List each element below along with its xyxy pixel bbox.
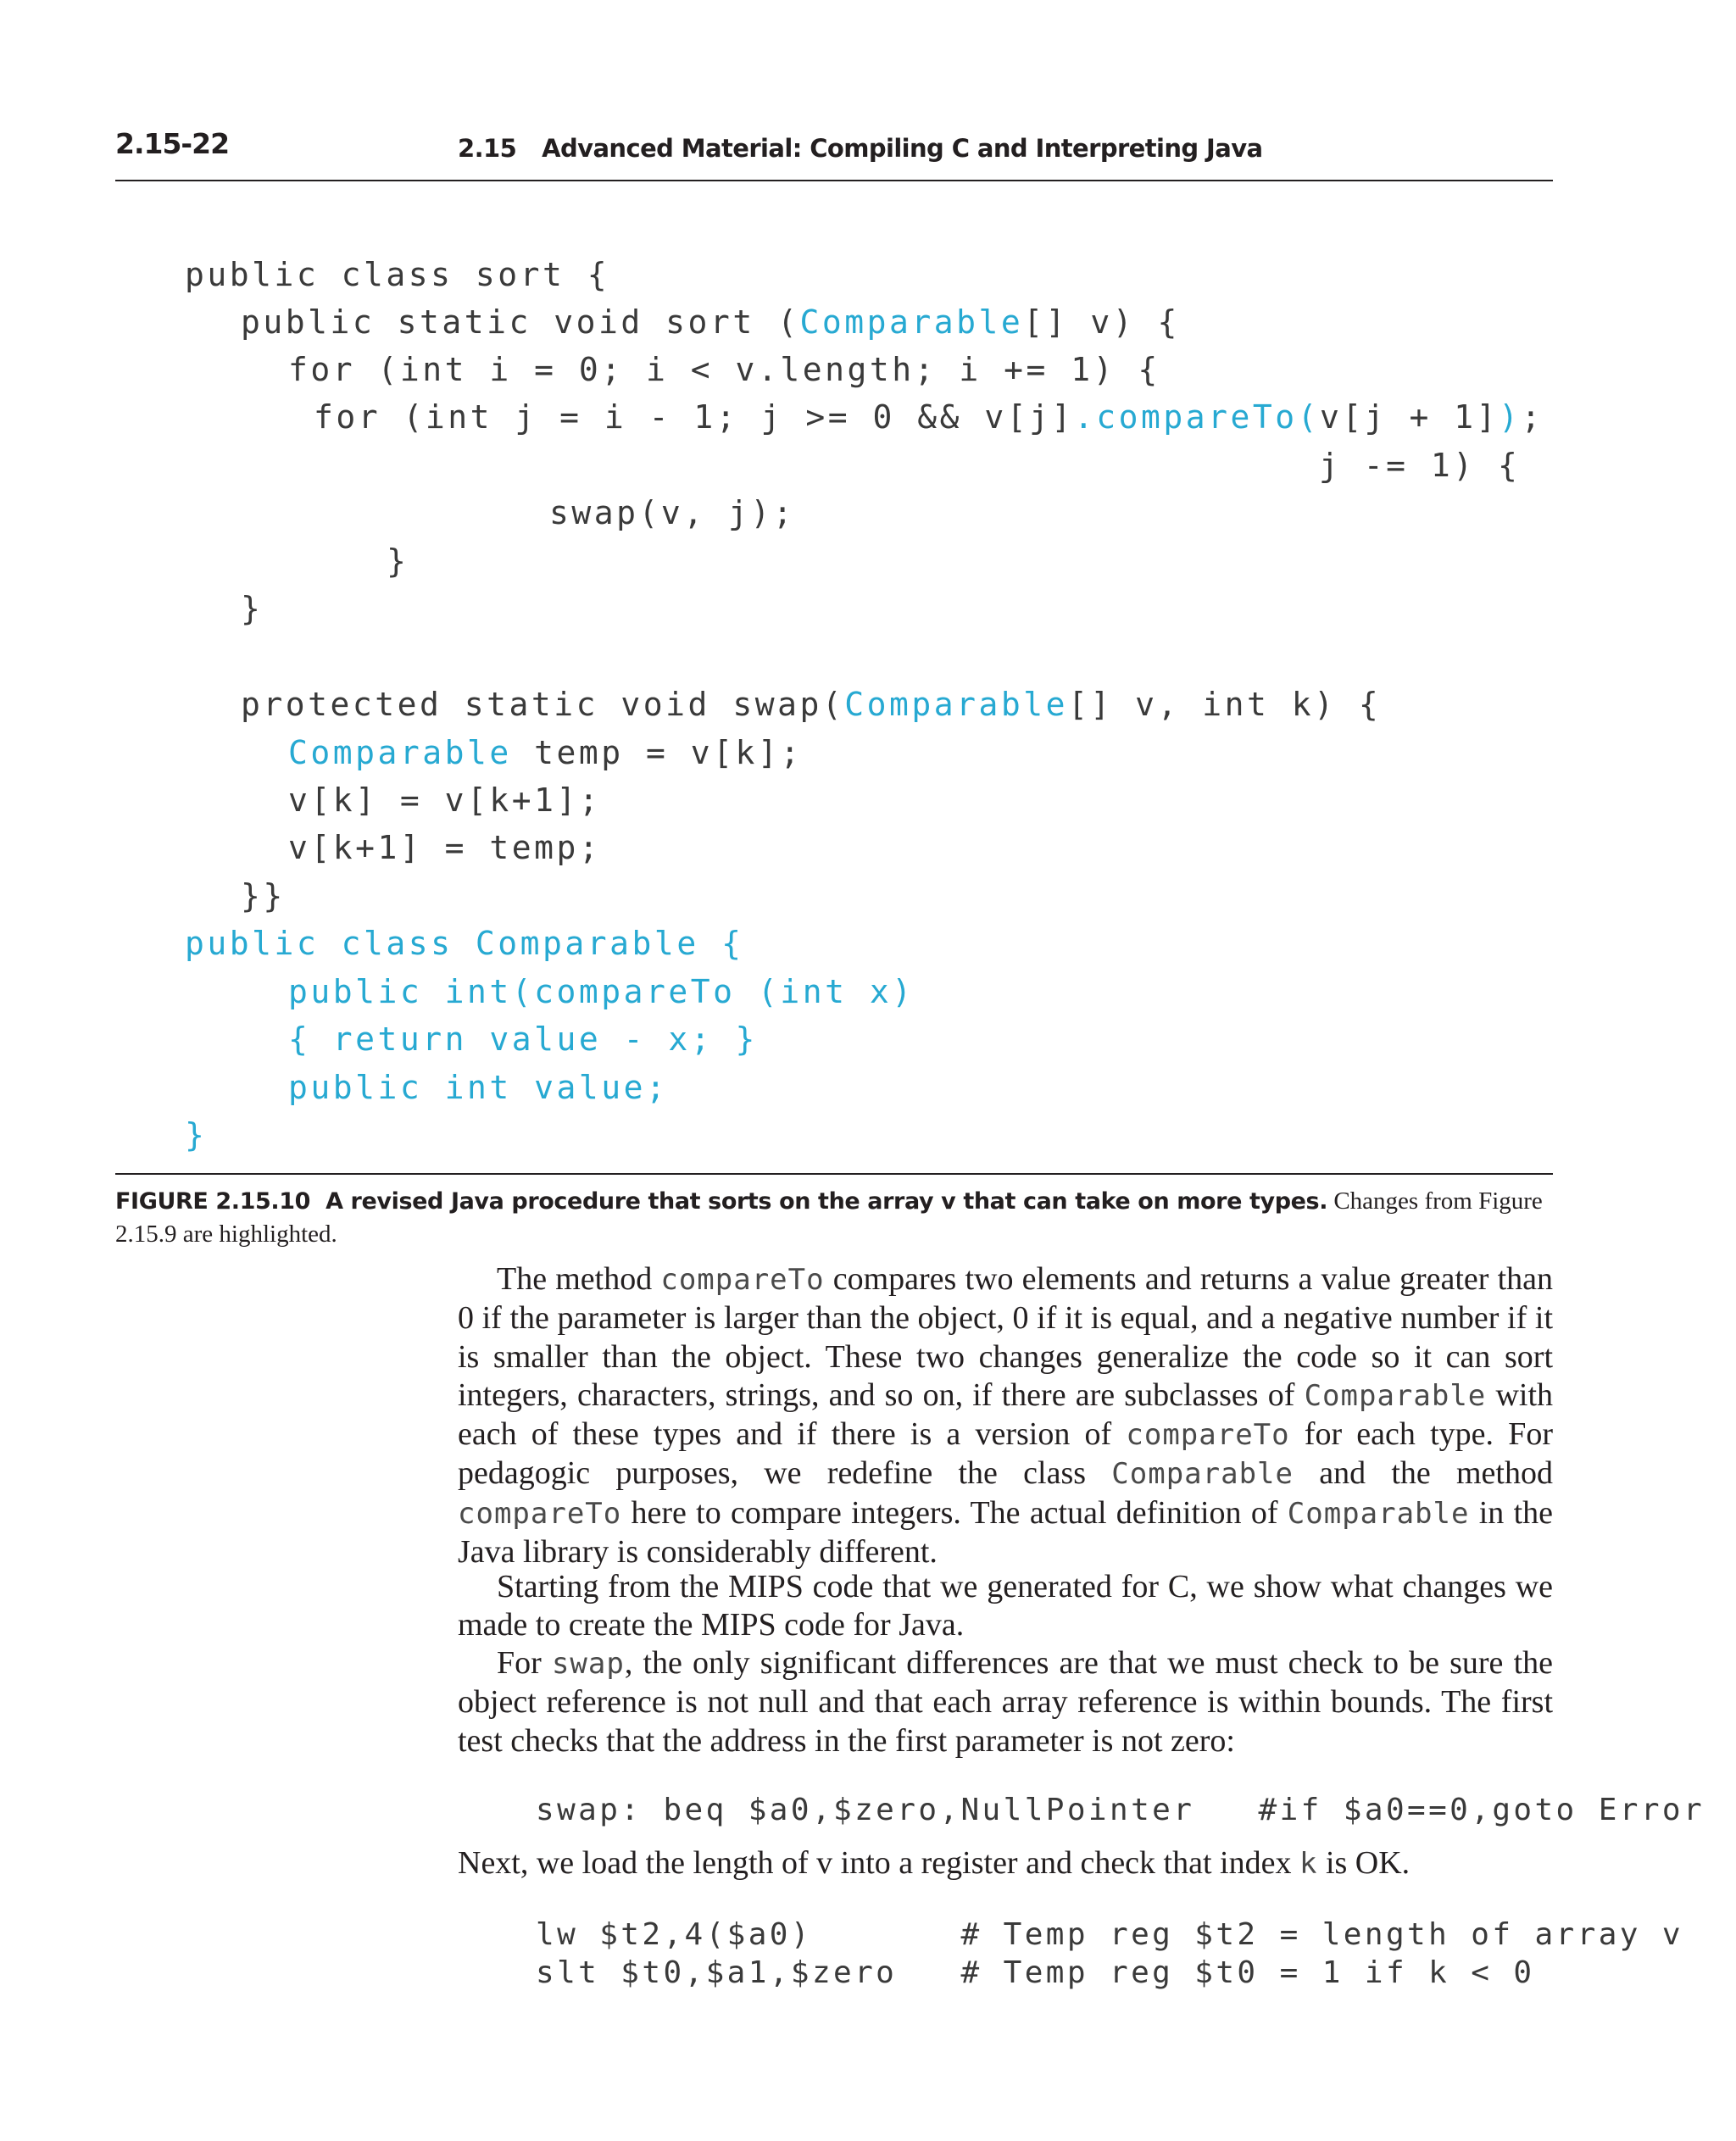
inline-code: Comparable [1304, 1378, 1487, 1413]
figure-rule [115, 1173, 1553, 1175]
page-number: 2.15-22 [115, 127, 230, 160]
figure-label: FIGURE 2.15.10 [115, 1188, 311, 1215]
code-line: } [241, 590, 264, 627]
code-line: }} [241, 877, 286, 915]
inline-code: swap [551, 1647, 625, 1681]
inline-code: compareTo [458, 1496, 622, 1531]
code-line-highlighted: public int(compareTo (int x) [288, 973, 915, 1010]
code-highlight: Comparable [844, 686, 1068, 723]
code-line-highlighted: { return value - x; } [288, 1020, 758, 1058]
code-line: } [387, 542, 409, 580]
section-title: Advanced Material: Compiling C and Interpreting Java [542, 134, 1263, 163]
asm-code-line: swap: beq $a0,$zero,NullPointer #if $a0==0,goto Error [536, 1793, 1705, 1827]
code-highlight: .compareTo( [1073, 398, 1321, 436]
code-line: j -= 1) { [1319, 447, 1521, 484]
code-line: for (int i = 0; i < v.length; i += 1) { [288, 351, 1160, 388]
asm-code-line: slt $t0,$a1,$zero # Temp reg $t0 = 1 if k < 0 [536, 1955, 1535, 1990]
code-line: for (int j = i - 1; j >= 0 && v[j].compareTo(v[j + 1]); [314, 398, 1544, 436]
code-line-highlighted: public class Comparable { [185, 925, 744, 962]
header-rule [115, 180, 1553, 181]
asm-code-line: lw $t2,4($a0) # Temp reg $t2 = length of array v [536, 1917, 1683, 1952]
code-line: v[k+1] = temp; [288, 829, 602, 866]
code-line: public class sort { [185, 256, 610, 293]
code-line: v[k] = v[k+1]; [288, 781, 602, 819]
code-highlight: ) [1499, 398, 1522, 436]
body-paragraph: The method compareTo compares two elements and returns a value greater than 0 if the parameter is larger than the object, 0 if it is equal, and a negative number if it is smaller than the object. These two changes generalize the code so it can sort integers, characters, strings, and so on, if there are subclasses of Comparable with each of these types and if there is a version of compareTo for each type. For pedagogic purposes, we redefine the class Comparable and the method compareTo here to compare integers. The actual definition of Comparable in the Java library is considerably different. [458, 1261, 1554, 1571]
inline-code: Comparable [1111, 1457, 1294, 1492]
code-line: public static void sort (Comparable[] v) { [241, 303, 1180, 341]
code-line: protected static void swap(Comparable[] v, int k) { [241, 686, 1382, 723]
body-paragraph: Starting from the MIPS code that we generated for C, we show what changes we made to create the MIPS code for Java. [458, 1569, 1553, 1643]
code-highlight: Comparable [288, 734, 512, 771]
code-highlight: Comparable [799, 303, 1024, 341]
figure-caption [115, 1185, 1553, 1250]
figure-title: A revised Java procedure that sorts on the array v that can take on more types. [326, 1188, 1328, 1215]
inline-code: k [1299, 1847, 1318, 1881]
inline-code: Comparable [1287, 1496, 1470, 1531]
running-head [458, 134, 1262, 163]
code-line: Comparable temp = v[k]; [288, 734, 803, 771]
code-line-highlighted: public int value; [288, 1069, 669, 1106]
inline-code: compareTo [1126, 1418, 1290, 1453]
code-line-highlighted: } [185, 1116, 208, 1154]
code-line: swap(v, j); [549, 494, 796, 531]
body-paragraph: Next, we load the length of v into a register and check that index k is OK. [458, 1845, 1410, 1881]
section-number: 2.15 [458, 134, 517, 163]
inline-code: compareTo [660, 1263, 825, 1297]
figure-note: Changes from Figure 2.15.9 are highlighted. [115, 1187, 1543, 1248]
body-paragraph: For swap, the only significant differences are that we must check to be sure the object reference is not null and that each array reference is within bounds. The first test checks that the address in the first parameter is not zero: [458, 1645, 1553, 1759]
